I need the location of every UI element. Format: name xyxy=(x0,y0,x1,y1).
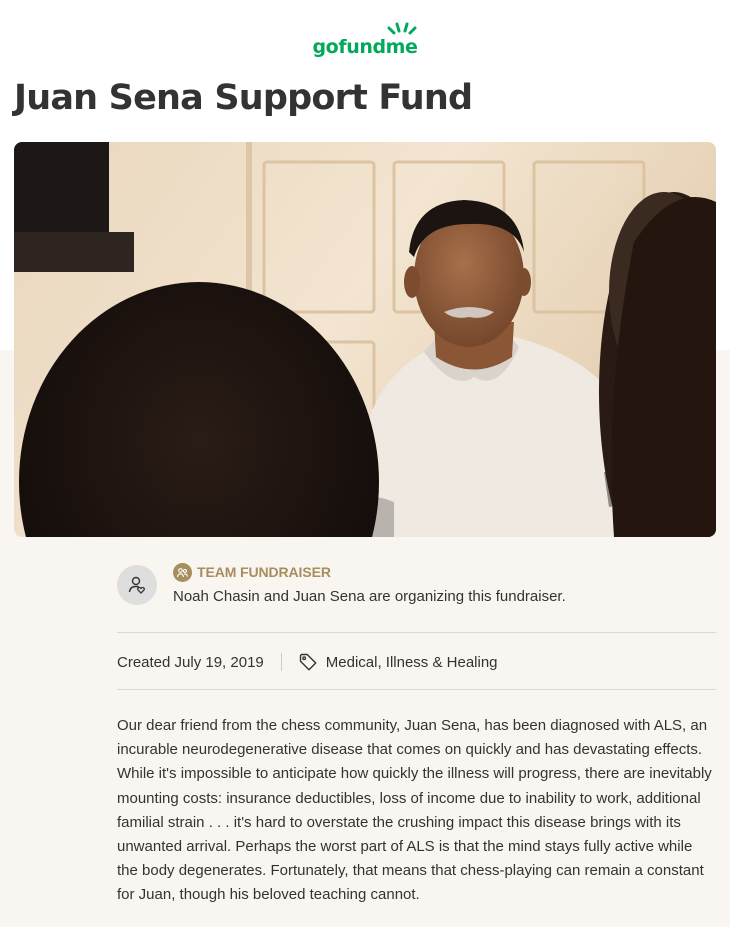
user-heart-icon xyxy=(127,575,147,595)
tag-icon xyxy=(298,652,318,672)
logo-sprout-icon xyxy=(386,22,420,36)
divider xyxy=(117,689,716,690)
site-header xyxy=(0,0,730,66)
hero-image[interactable] xyxy=(14,142,716,537)
campaign-meta xyxy=(117,650,498,674)
team-icon xyxy=(173,563,192,582)
created-date: Created July 19, 2019 xyxy=(117,653,264,671)
team-fundraiser-label: TEAM FUNDRAISER xyxy=(197,564,331,580)
logo-text: gofundme xyxy=(312,36,418,58)
category-link[interactable]: Medical, Illness & Healing xyxy=(325,653,498,671)
meta-separator xyxy=(281,653,282,671)
organizer-section xyxy=(117,562,716,632)
campaign-story: Our dear friend from the chess community, Juan Sena, has been diagnosed with ALS, an incurable neurodegenerative disease that comes on quickly and has devastating effects. While it's impossible to anticipate how quickly the illness will progress, there are inevitably mounting costs: insurance deductibles, loss of income due to inability to work, additional familial strain . . . it's hard to overstate the crushing impact this disease brings with its unwanted arrival. Perhaps the worst part of ALS is that the mind stays fully active while the body degenerates. Fortunately, that means that chess-playing can remain a constant for Juan, though his beloved teaching cannot. xyxy=(117,717,712,904)
campaign-title: Juan Sena Support Fund xyxy=(14,78,473,118)
organizer-avatar[interactable] xyxy=(117,565,157,605)
team-fundraiser-badge xyxy=(173,562,331,582)
divider xyxy=(117,632,716,633)
organizer-description: Noah Chasin and Juan Sena are organizing this fundraiser. xyxy=(173,588,566,605)
gofundme-logo[interactable] xyxy=(312,36,417,58)
